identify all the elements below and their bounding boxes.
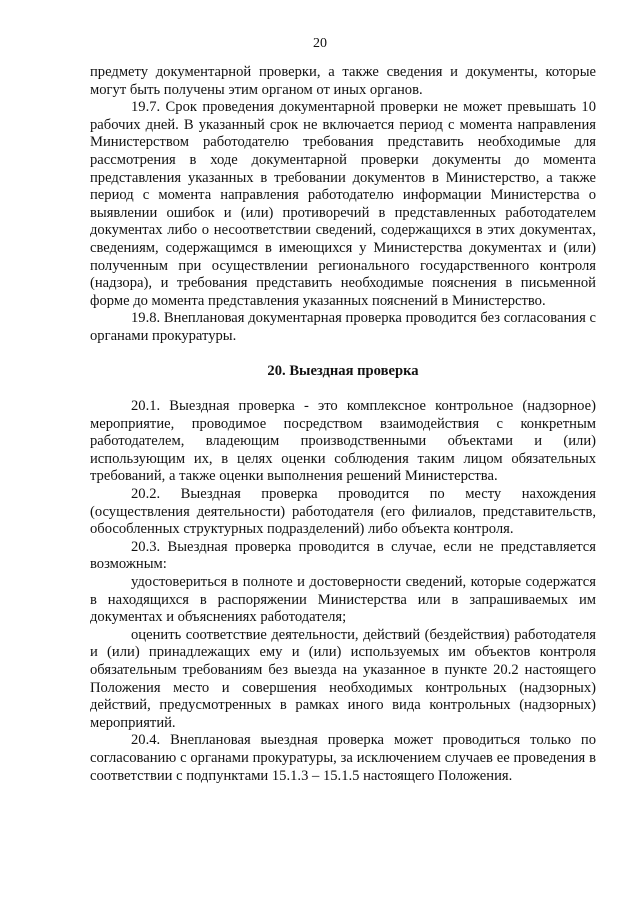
paragraph-20-2: 20.2. Выездная проверка проводится по месту нахождения (осуществления деятельности) работодателя (его филиалов, представительств, обособленных структурных подразделений) либо объекта контроля. [90, 486, 596, 538]
paragraph-20-3: 20.3. Выездная проверка проводится в случае, если не представляется возможным: [90, 538, 596, 573]
paragraph-19-8: 19.8. Внеплановая документарная проверка проводится без согласования с органами прокуратуры. [90, 310, 596, 344]
paragraph-20-4: 20.4. Внеплановая выездная проверка может проводиться только по согласованию с органами прокуратуры, за исключением случаев ее проведения в соответствии с подпунктами 15.1.3 – 15.1.5 настоящего Положения. [90, 732, 596, 784]
paragraph-20-3-item-1: удостовериться в полноте и достоверности сведений, которые содержатся в находящихся в распоряжении Министерства или в запрашиваемых им документах и объяснениях работодателя; [90, 574, 596, 626]
document-body [90, 64, 596, 785]
section-heading-20: 20. Выездная проверка [267, 362, 419, 379]
paragraph-20-3-item-2: оценить соответствие деятельности, действий (бездействия) работодателя и (или) принадлежащих ему и (или) используемых им объектов контроля обязательным требованиям без выезда на указанное в пункте 20.2 настоящего Положения место и совершения необходимых контрольных (надзорных) действий, предусмотренных в рамках иного вида контрольных (надзорных) мероприятий. [90, 626, 596, 731]
paragraph-19-7: 19.7. Срок проведения документарной проверки не может превышать 10 рабочих дней. В указанный срок не включается период с момента направления Министерством работодателю требования представить необходимые для рассмотрения в ходе документарной проверки документы до момента представления указанных в требовании документов в Министерство, а также период с момента направления работодателю информации Министерства о выявлении ошибок и (или) противоречий в представленных работодателем документах либо о несоответствии сведений, содержащихся в этих документах, сведениям, содержащимся в имеющихся у Министерства документах и (или) полученным при осуществлении регионального государственного контроля (надзора), и требования представить необходимые пояснения в письменной форме до момента представления указанных пояснений в Министерство. [90, 99, 596, 309]
page-number: 20 [313, 36, 327, 51]
paragraph-20-1: 20.1. Выездная проверка - это комплексное контрольное (надзорное) мероприятие, проводимое посредством взаимодействия с конкретным работодателем, владеющим производственными объектами и (или) использующим их, в целях оценки соблюдения таким лицом обязательных требований, а также оценки выполнения решений Министерства. [90, 398, 596, 485]
paragraph-continuation: предмету документарной проверки, а также сведения и документы, которые могут быть получены этим органом от иных органов. [90, 64, 596, 98]
